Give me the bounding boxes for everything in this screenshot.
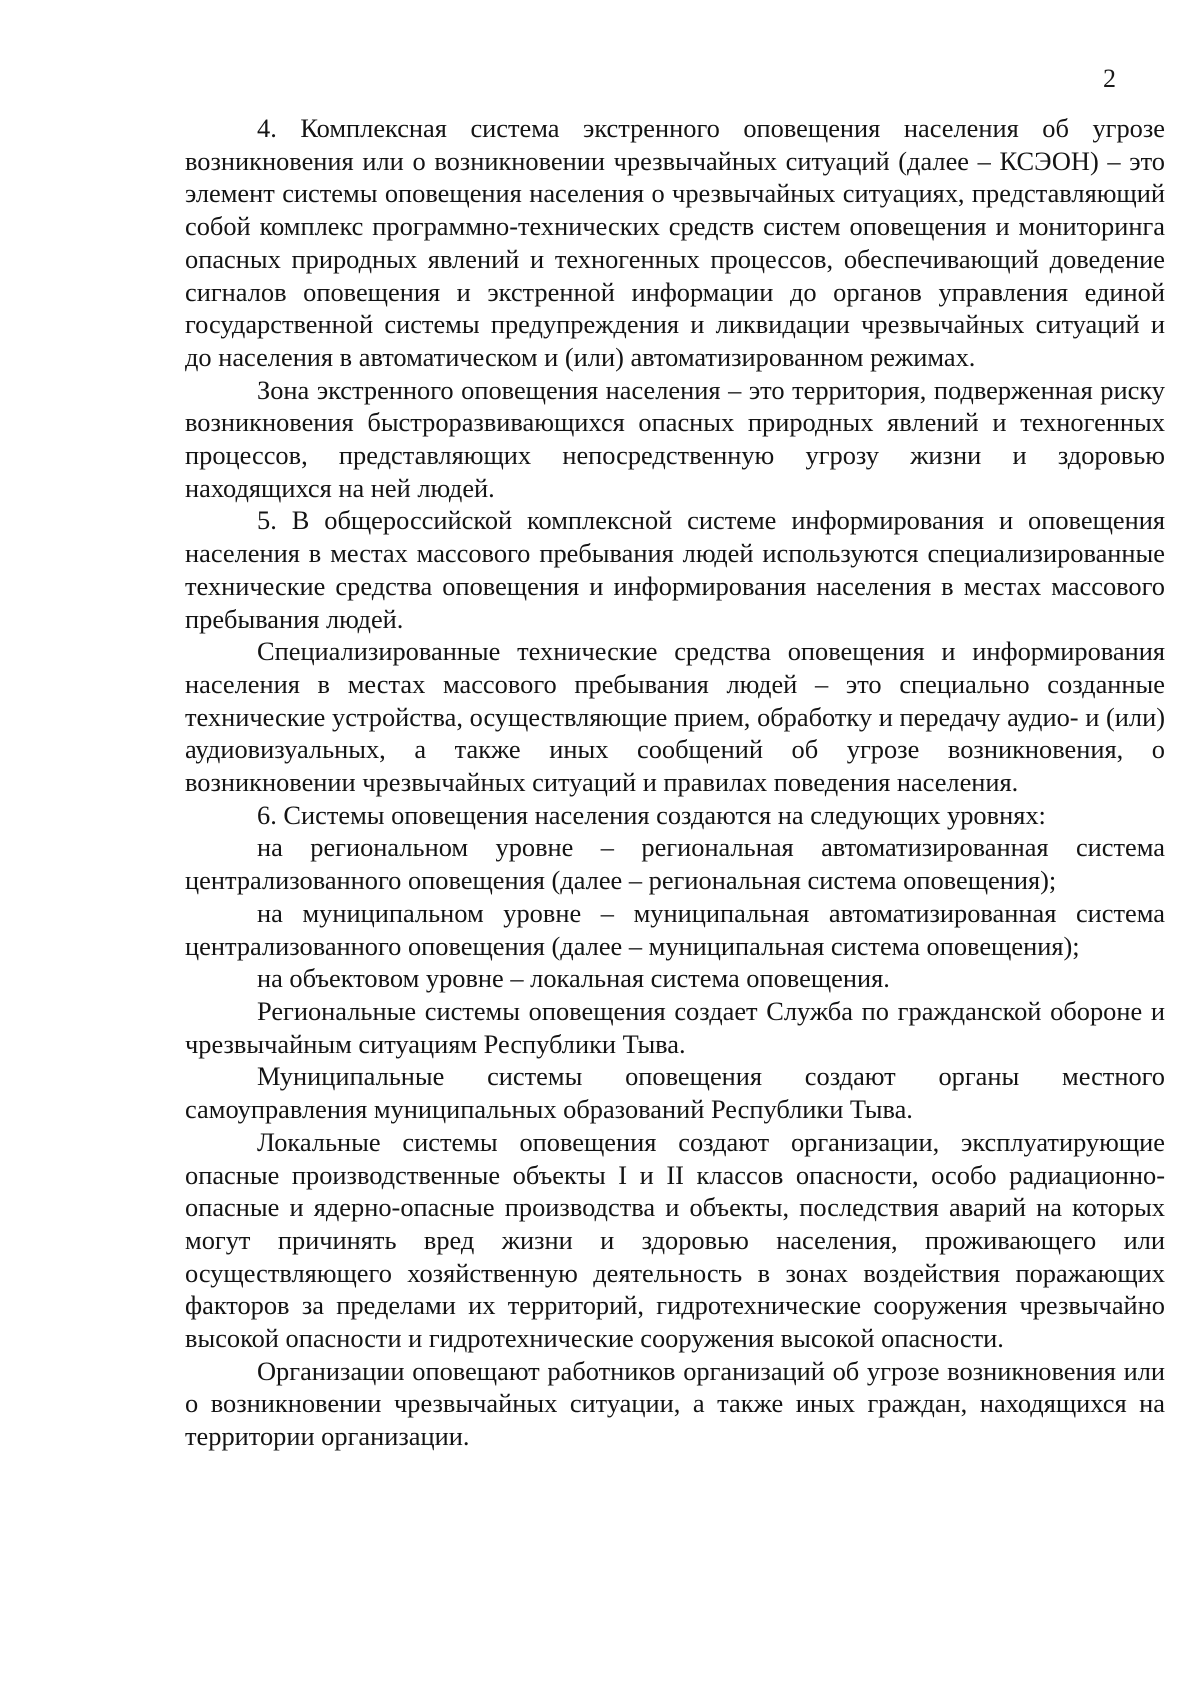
paragraph-regional-creator: Региональные системы оповещения создает Служба по гражданской обороне и чрезвычайным ситуациям Республики Тыва. — [185, 995, 1165, 1059]
paragraph-local-creator: Локальные системы оповещения создают организации, эксплуатирующие опасные производственные объекты I и II классов опасности, особо радиационно-опасные и ядерно-опасные производства и объекты, последствия аварий на которых могут причинять вред жизни и здоровью населения, проживающего или осуществляющего хозяйственную деятельность в зонах воздействия поражающих факторов за пределами их территорий, гидротехнические сооружения чрезвычайно высокой опасности и гидротехнические сооружения высокой опасности. — [185, 1126, 1165, 1354]
paragraph-5-mass-gathering-system: 5. В общероссийской комплексной системе информирования и оповещения населения в местах массового пребывания людей используются специализированные технические средства оповещения и информирования населения в местах массового пребывания людей. — [185, 505, 1165, 634]
paragraph-municipal-level: на муниципальном уровне – муниципальная автоматизированная система централизованного оповещения (далее – муниципальная система оповещения); — [185, 897, 1165, 961]
paragraph-municipal-creator: Муниципальные системы оповещения создают органы местного самоуправления муниципальных образований Республики Тыва. — [185, 1061, 1165, 1125]
paragraph-4-ksEON-definition: 4. Комплексная система экстренного оповещения населения об угрозе возникновения или о возникновении чрезвычайных ситуаций (далее – КСЭОН) – это элемент системы оповещения населения о чрезвычайных ситуациях, представляющий собой комплекс программно-технических средств систем оповещения и мониторинга опасных природных явлений и техногенных процессов, обеспечивающий доведение сигналов оповещения и экстренной информации до органов управления единой государственной системы предупреждения и ликвидации чрезвычайных ситуаций и до населения в автоматическом и (или) автоматизированном режимах. — [185, 113, 1165, 372]
paragraph-specialized-means-definition: Специализированные технические средства оповещения и информирования населения в местах массового пребывания людей – это специально созданные технические устройства, осуществляющие прием, обработку и передачу аудио- и (или) аудиовизуальных, а также иных сообщений об угрозе возникновения, о возникновении чрезвычайных ситуаций и правилах поведения населения. — [185, 636, 1165, 798]
paragraph-object-level: на объектовом уровне – локальная система оповещения. — [257, 963, 890, 994]
paragraph-organizations-notify: Организации оповещают работников организаций об угрозе возникновения или о возникновении чрезвычайных ситуации, а также иных граждан, находящихся на территории организации. — [185, 1355, 1165, 1452]
paragraph-alert-zone-definition: Зона экстренного оповещения населения – это территория, подверженная риску возникновения быстроразвивающихся опасных природных явлений и техногенных процессов, представляющих непосредственную угрозу жизни и здоровью находящихся на ней людей. — [185, 374, 1165, 503]
paragraph-regional-level: на региональном уровне – региональная автоматизированная система централизованного оповещения (далее – региональная система оповещения); — [185, 832, 1165, 896]
page-number: 2 — [1103, 64, 1116, 93]
paragraph-6-system-levels: 6. Системы оповещения населения создаются на следующих уровнях: — [257, 799, 1046, 830]
document-body — [185, 112, 1165, 1453]
